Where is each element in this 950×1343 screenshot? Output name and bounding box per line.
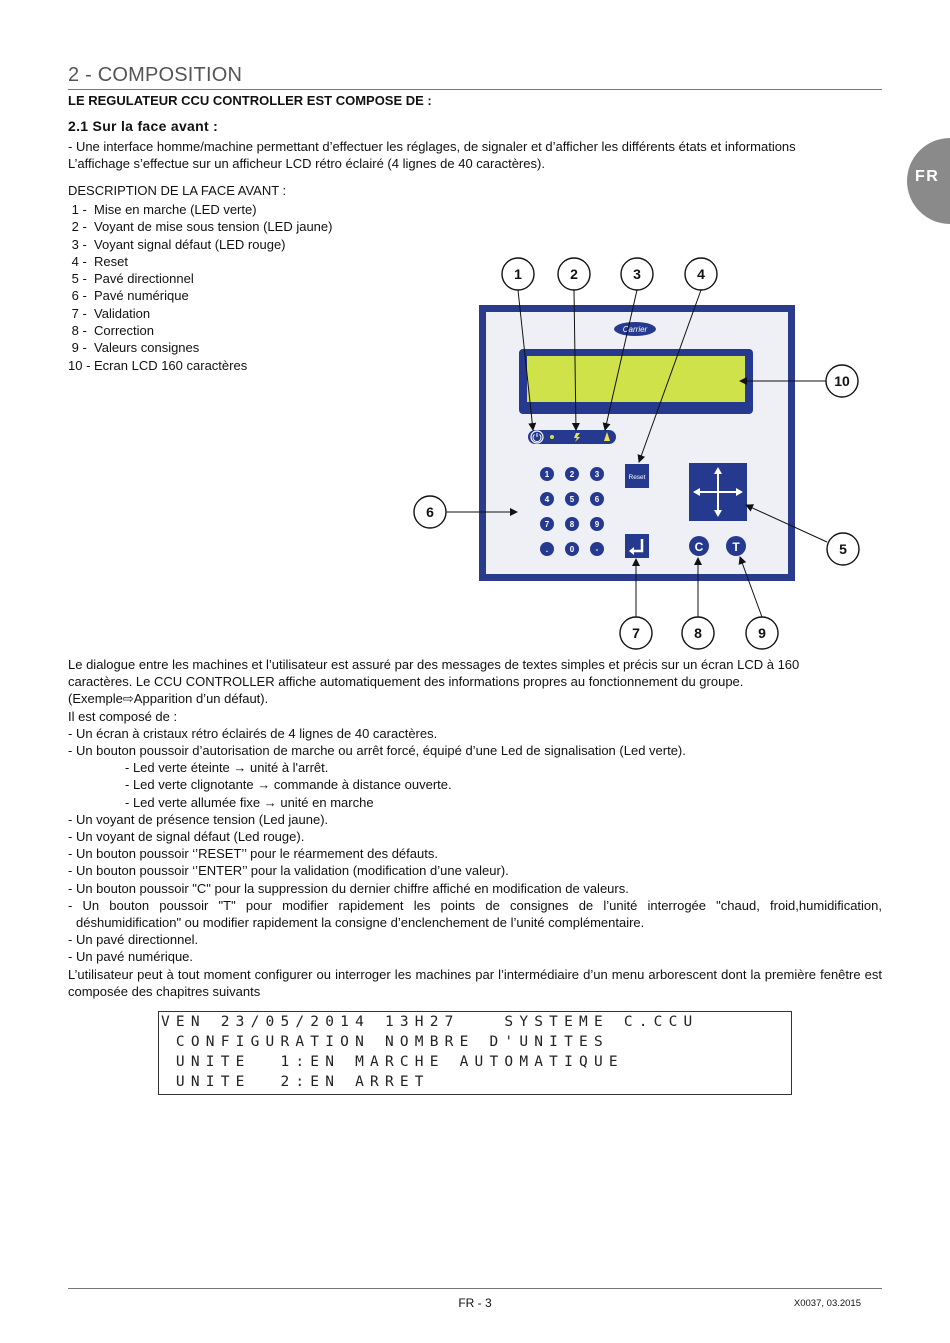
led-state-line: - Led verte clignotante → commande à distance ouverte. — [125, 777, 452, 793]
description-item: 2 - Voyant de mise sous tension (LED jaune) — [68, 219, 333, 235]
body-line: caractères. Le CCU CONTROLLER affiche automatiquement des informations propres au fonctionnement du groupe. — [68, 674, 744, 690]
footer-document-code: X0037, 03.2015 — [793, 1298, 861, 1309]
callout-label: 8 — [694, 625, 702, 641]
body-line: Le dialogue entre les machines et l’utilisateur est assuré par des messages de textes simples et précis sur un écran LCD à 160 — [68, 657, 800, 672]
body-line-t-button-cont: déshumidification" ou modifier rapidement la consigne d’enclenchement de l’unité complémentaire. — [76, 915, 645, 931]
enter-button — [625, 534, 649, 558]
brand-logo-text: Carrier — [622, 325, 648, 334]
callout-label: 4 — [697, 266, 705, 282]
keypad-key-label: 2 — [569, 470, 575, 479]
intro-line-2: L’affichage s’effectue sur un afficheur LCD rétro éclairé (4 lignes de 40 caractères). — [68, 156, 545, 171]
keypad-key-label: 4 — [544, 495, 550, 504]
body-line: (Exemple⇨Apparition d’un défaut). — [68, 691, 269, 707]
subsection-title: 2.1 Sur la face avant : — [68, 118, 219, 134]
callout-label: 9 — [758, 625, 766, 641]
keypad-key-label: 6 — [594, 495, 600, 504]
t-key-label: T — [732, 540, 740, 554]
callout-label: 7 — [632, 625, 640, 641]
lcd-screen — [527, 356, 745, 402]
language-tab-label: FR — [915, 168, 940, 185]
led-state-line: - Led verte allumée fixe → unité en marche — [125, 794, 374, 810]
controller-diagram — [400, 250, 880, 660]
keypad-key-label: 1 — [544, 470, 550, 479]
keypad-key-label: 5 — [569, 495, 575, 504]
led-state-line: - Led verte éteinte → unité à l'arrêt. — [125, 760, 329, 776]
keypad-key-label: - — [595, 545, 599, 554]
callout-label: 5 — [839, 541, 847, 557]
lcd-line: VEN 23/05/2014 13H27 SYSTEME C.CCU — [161, 1014, 699, 1030]
body-line: Il est composé de : — [68, 708, 178, 724]
body-line: - Un voyant de présence tension (Led jaune). — [68, 811, 329, 827]
body-line: - Un écran à cristaux rétro éclairés de 4 lignes de 40 caractères. — [68, 725, 438, 741]
lcd-line: UNITE 2:EN ARRET — [161, 1074, 430, 1090]
keypad-key-label: 7 — [544, 520, 550, 529]
description-item: 4 - Reset — [68, 253, 128, 269]
body-line-t-button: - Un bouton poussoir "T" pour modifier rapidement les points de consignes de l’unité interrogée "chaud, froid,humidification, — [68, 897, 882, 913]
intro-line-1: - Une interface homme/machine permettant d’effectuer les réglages, de signaler et d’afficher les différents états et informations — [68, 139, 796, 154]
body-line: - Un voyant de signal défaut (Led rouge). — [68, 829, 305, 845]
callout-label: 1 — [514, 266, 522, 282]
keypad-key-label: 9 — [594, 520, 600, 529]
description-item: 5 - Pavé directionnel — [68, 271, 194, 287]
section-title: 2 - COMPOSITION — [68, 64, 243, 86]
lcd-line: UNITE 1:EN MARCHE AUTOMATIQUE — [161, 1054, 624, 1070]
body-line: - Un bouton poussoir d’autorisation de marche ou arrêt forcé, équipé d’une Led de signalisation (Led verte). — [68, 743, 686, 759]
body-line: - Un pavé numérique. — [68, 949, 194, 965]
footer-divider — [68, 1288, 882, 1289]
footer-page-number: FR - 3 — [458, 1296, 492, 1310]
body-line: - Un pavé directionnel. — [68, 932, 199, 948]
body-line: - Un bouton poussoir ‘’RESET’’ pour le réarmement des défauts. — [68, 846, 438, 862]
keypad-key-label: 0 — [569, 545, 575, 554]
description-heading: DESCRIPTION DE LA FACE AVANT : — [68, 183, 287, 198]
description-item: 7 - Validation — [68, 305, 151, 321]
body-line: - Un bouton poussoir ‘’ENTER’’ pour la validation (modification d’une valeur). — [68, 863, 509, 879]
keypad-key-label: . — [545, 545, 549, 554]
description-item: 1 - Mise en marche (LED verte) — [68, 202, 257, 217]
keypad-key-label: 3 — [594, 470, 600, 479]
description-list — [68, 201, 332, 374]
body-line: - Un bouton poussoir "C" pour la suppression du dernier chiffre affiché en modification de valeurs. — [68, 880, 629, 896]
keypad-key-label: 8 — [569, 520, 575, 529]
callout-label: 6 — [426, 504, 434, 520]
section-subtitle: LE REGULATEUR CCU CONTROLLER EST COMPOSE DE : — [68, 93, 432, 108]
c-key-label: C — [694, 540, 704, 554]
description-item: 3 - Voyant signal défaut (LED rouge) — [68, 236, 286, 252]
callout-label: 3 — [633, 266, 641, 282]
lcd-example-display — [158, 1011, 792, 1095]
callout-label: 10 — [834, 373, 850, 389]
green-led-icon — [550, 435, 554, 439]
language-tab — [907, 138, 950, 224]
body-text — [68, 656, 882, 1000]
callout-label: 2 — [570, 266, 578, 282]
description-item: 10 - Ecran LCD 160 caractères — [68, 357, 248, 373]
description-item: 6 - Pavé numérique — [68, 288, 189, 304]
reset-label: Reset — [628, 474, 646, 481]
lcd-line: CONFIGURATION NOMBRE D'UNITES — [161, 1034, 609, 1050]
header-divider — [68, 89, 882, 90]
description-item: 8 - Correction — [68, 323, 154, 339]
body-closing: L’utilisateur peut à tout moment configurer ou interroger les machines par l’intermédiaire d’un menu arborescent dont la première fenêtre est composée des chapitres suivants — [68, 966, 882, 999]
description-item: 9 - Valeurs consignes — [68, 340, 200, 356]
